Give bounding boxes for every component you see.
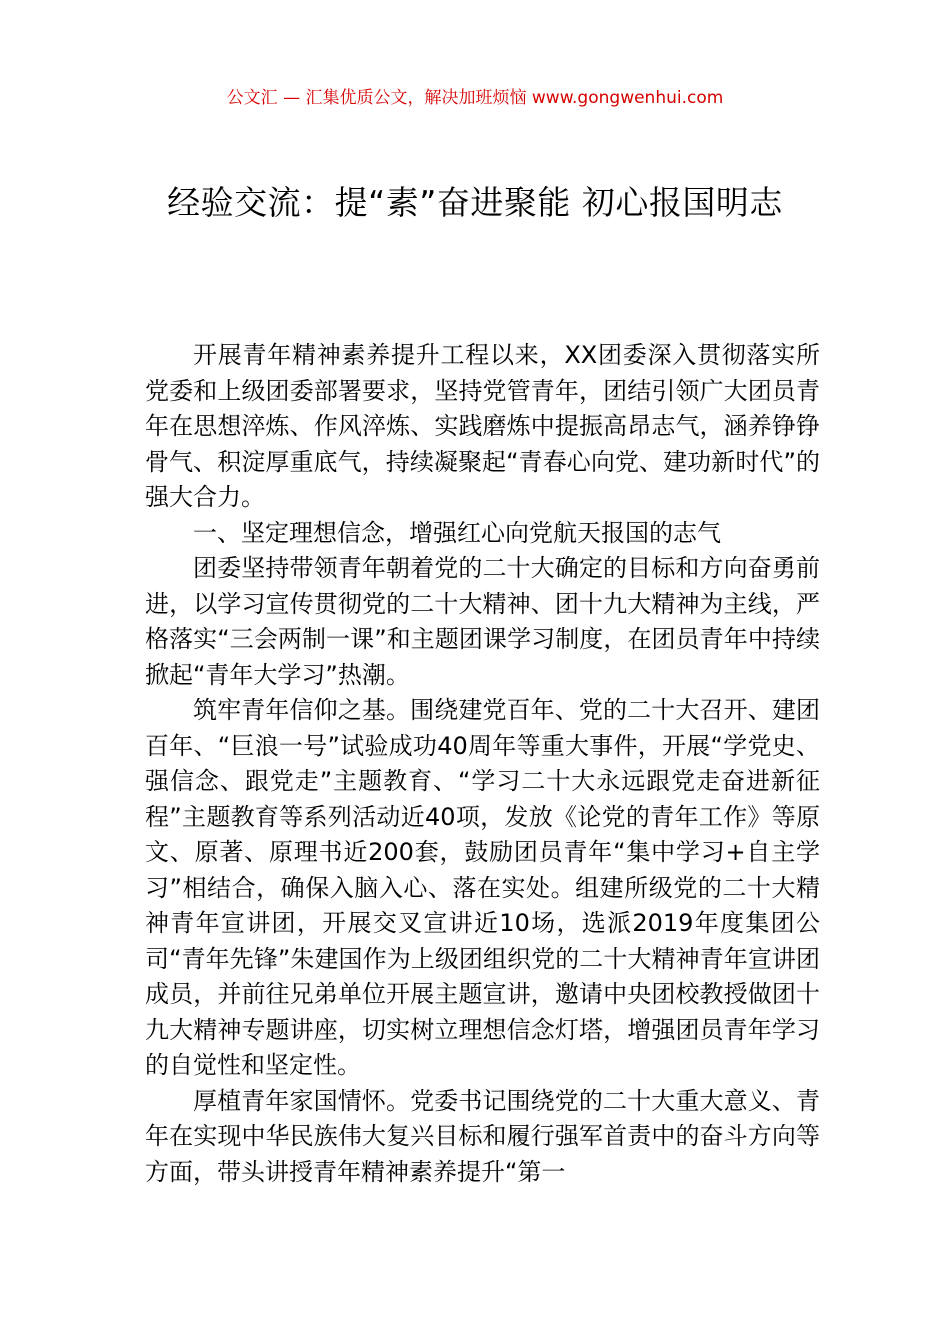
body-paragraph-intro: 开展青年精神素养提升工程以来，XX团委深入贯彻落实所党委和上级团委部署要求，坚持党管青年，团结引领广大团员青年在思想淬炼、作风淬炼、实践磨炼中提振高昂志气，涵养铮铮骨气、积淀厚重底气，持续凝聚起“青春心向党、建功新时代”的强大合力。 bbox=[145, 341, 820, 511]
document-body bbox=[145, 338, 820, 1190]
header-banner: 公文汇 — 汇集优质公文，解决加班烦恼 www.gongwenhui.com bbox=[226, 88, 724, 108]
document-title: 经验交流：提“素”奋进聚能 初心报国明志 bbox=[167, 183, 783, 222]
body-paragraph: 团委坚持带领青年朝着党的二十大确定的目标和方向奋勇前进，以学习宣传贯彻党的二十大精神、团十九大精神为主线，严格落实“三会两制一课”和主题团课学习制度，在团员青年中持续掀起“青年大学习”热潮。 bbox=[145, 554, 820, 689]
body-paragraph: 筑牢青年信仰之基。围绕建党百年、党的二十大召开、建团百年、“巨浪一号”试验成功40周年等重大事件，开展“学党史、强信念、跟党走”主题教育、“学习二十大永远跟党走奋进新征程”主题教育等系列活动近40项，发放《论党的青年工作》等原文、原著、原理书近200套，鼓励团员青年“集中学习+自主学习”相结合，确保入脑入心、落在实处。组建所级党的二十大精神青年宣讲团，开展交叉宣讲近10场，选派2019年度集团公司“青年先锋”朱建国作为上级团组织党的二十大精神青年宣讲团成员，并前往兄弟单位开展主题宣讲，邀请中央团校教授做团十九大精神专题讲座，切实树立理想信念灯塔，增强团员青年学习的自觉性和坚定性。 bbox=[145, 696, 820, 1079]
section-heading-1: 一、坚定理想信念，增强红心向党航天报国的志气 bbox=[193, 518, 721, 547]
body-paragraph: 厚植青年家国情怀。党委书记围绕党的二十大重大意义、青年在实现中华民族伟大复兴目标和履行强军首责中的奋斗方向等方面，带头讲授青年精神素养提升“第一 bbox=[145, 1086, 820, 1186]
